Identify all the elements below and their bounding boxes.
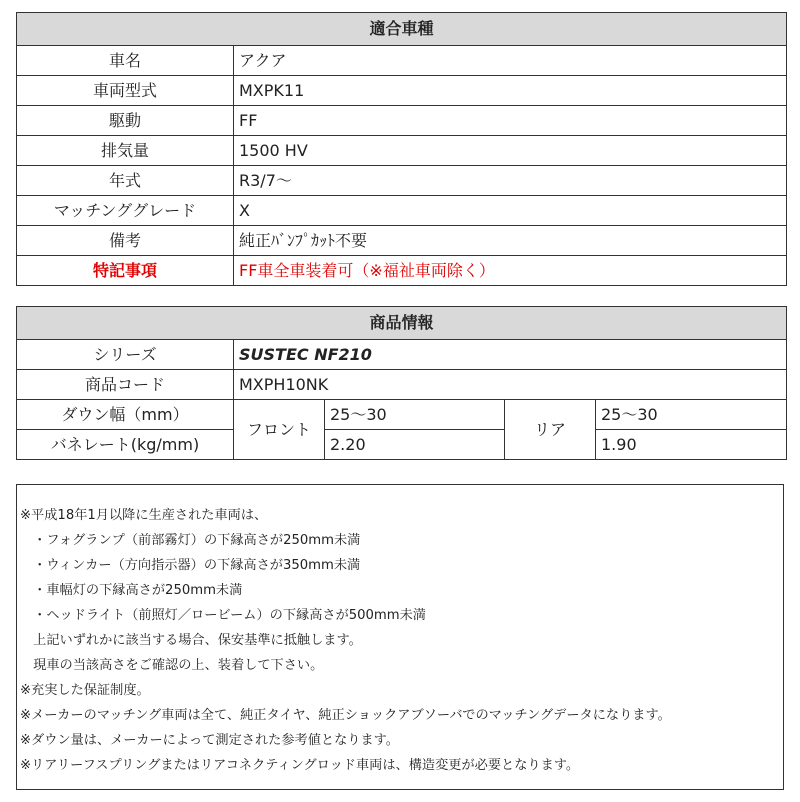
note-line: ・ウィンカー（方向指示器）の下縁高さが350mm未満	[20, 558, 361, 573]
row-label-special-notes: 特記事項	[17, 256, 234, 286]
note-line: 現車の当該高さをご確認の上、装着して下さい。	[20, 658, 324, 673]
row-label-displacement: 排気量	[17, 136, 234, 166]
row-value-car-name: アクア	[234, 46, 787, 76]
table-row	[17, 196, 787, 226]
notes-box	[16, 484, 784, 790]
note-line: ※メーカーのマッチング車両は全て、純正タイヤ、純正ショックアブソーバでのマッチングデータになります。	[20, 708, 671, 723]
front-down-value: 25～30	[325, 400, 505, 430]
row-label-grade: マッチンググレード	[17, 196, 234, 226]
note-line: ※リアリーフスプリングまたはリアコネクティングロッド車両は、構造変更が必要となります。	[20, 758, 580, 773]
series-label: シリーズ	[17, 340, 234, 370]
table-row	[17, 370, 787, 400]
row-label-model-code: 車両型式	[17, 76, 234, 106]
table-row	[17, 76, 787, 106]
product-code-label: 商品コード	[17, 370, 234, 400]
table-row	[17, 400, 787, 430]
product-title: 商品情報	[17, 307, 787, 340]
row-value-model-code: MXPK11	[234, 76, 787, 106]
table-row	[17, 46, 787, 76]
note-line: 上記いずれかに該当する場合、保安基準に抵触します。	[20, 633, 362, 648]
series-value: SUSTEC NF210	[234, 340, 787, 370]
table-row	[17, 256, 787, 286]
front-label: フロント	[234, 400, 325, 460]
table-row	[17, 106, 787, 136]
rear-label: リア	[505, 400, 596, 460]
note-line: ・フォグランプ（前部霧灯）の下縁高さが250mm未満	[20, 533, 361, 548]
note-line: ※充実した保証制度。	[20, 683, 150, 698]
fitment-table	[16, 12, 787, 286]
product-code-value: MXPH10NK	[234, 370, 787, 400]
note-line: ※ダウン量は、メーカーによって測定された参考値となります。	[20, 733, 399, 748]
row-label-car-name: 車名	[17, 46, 234, 76]
table-row	[17, 136, 787, 166]
note-line: ・ヘッドライト（前照灯／ロービーム）の下縁高さが500mm未満	[20, 608, 426, 623]
spring-rate-label: バネレート(kg/mm)	[17, 430, 234, 460]
row-label-remarks: 備考	[17, 226, 234, 256]
row-value-special-notes: FF車全車装着可（※福祉車両除く）	[234, 256, 787, 286]
front-rate-value: 2.20	[325, 430, 505, 460]
product-table	[16, 306, 787, 460]
fitment-title: 適合車種	[17, 13, 787, 46]
table-row	[17, 226, 787, 256]
row-value-grade: X	[234, 196, 787, 226]
row-value-remarks: 純正ﾊﾞﾝﾌﾟｶｯﾄ不要	[234, 226, 787, 256]
row-value-displacement: 1500 HV	[234, 136, 787, 166]
row-label-drive: 駆動	[17, 106, 234, 136]
row-label-year: 年式	[17, 166, 234, 196]
row-value-drive: FF	[234, 106, 787, 136]
down-width-label: ダウン幅（mm）	[17, 400, 234, 430]
note-line: ・車幅灯の下縁高さが250mm未満	[20, 583, 243, 598]
table-row	[17, 340, 787, 370]
table-row	[17, 166, 787, 196]
rear-down-value: 25～30	[596, 400, 787, 430]
table-row	[17, 430, 787, 460]
row-value-year: R3/7～	[234, 166, 787, 196]
note-line: ※平成18年1月以降に生産された車両は、	[20, 508, 268, 523]
rear-rate-value: 1.90	[596, 430, 787, 460]
